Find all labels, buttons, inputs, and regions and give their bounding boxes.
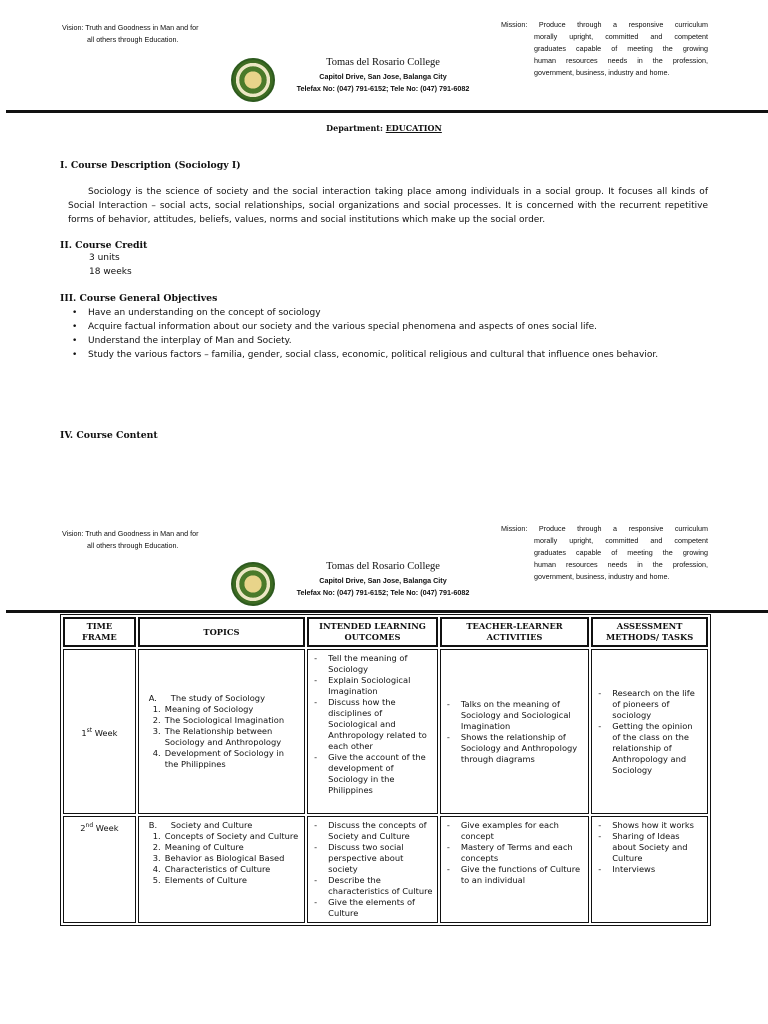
list-item: 4. Development of Sociology in the Philippines <box>152 748 284 769</box>
objective-item: • Understand the interplay of Man and Society. <box>70 334 710 348</box>
table-header-row <box>63 617 708 647</box>
list-item: - Discuss how the disciplines of Sociological and Anthropology related to each other <box>312 697 433 752</box>
college-address: Capitol Drive, San Jose, Balanga City <box>319 576 447 585</box>
list-item: - Getting the opinion of the class on the relationship of Anthropology and Sociology <box>596 721 703 776</box>
topic-list <box>149 704 300 770</box>
outcomes-cell <box>307 816 438 923</box>
list-item: 4. Characteristics of Culture <box>152 864 271 874</box>
topic-heading: B. Society and Culture <box>148 820 253 830</box>
list-item: - Give the functions of Culture to an individual <box>445 864 584 886</box>
list-item: - Interviews <box>596 864 703 875</box>
list-item: - Mastery of Terms and each concepts <box>445 842 584 864</box>
course-credit-weeks: 18 weeks <box>89 267 132 277</box>
objectives-list <box>70 306 710 362</box>
table-row <box>63 649 708 814</box>
header-time-frame: TIME FRAME <box>63 617 136 647</box>
assessment-cell <box>591 649 708 814</box>
mission-statement: Mission: Produce through a responsive curriculum morally upright, committed and competent graduates capable of meeting the growing human resources needs in the profession, government, business, industry and home. <box>501 20 708 77</box>
topics-cell <box>138 649 305 814</box>
list-item: 5. Elements of Culture <box>152 875 247 885</box>
topics-cell <box>138 816 305 923</box>
department-value: EDUCATION <box>385 123 442 133</box>
list-item: - Describe the characteristics of Culture <box>312 875 433 897</box>
list-item: - Discuss the concepts of Society and Culture <box>312 820 433 842</box>
college-seal-icon <box>231 58 275 102</box>
list-item: - Give examples for each concept <box>445 820 584 842</box>
course-credit-title: II. Course Credit <box>60 240 148 251</box>
course-credit-units: 3 units <box>89 253 120 263</box>
college-name: Tomas del Rosario College <box>326 57 440 68</box>
list-item: - Tell the meaning of Sociology <box>312 653 433 675</box>
list-item: - Discuss two social perspective about society <box>312 842 433 875</box>
department-line: Department: EDUCATION <box>326 123 442 133</box>
course-description-text: Sociology is the science of society and the social interaction taking place among individuals in a social group. It focuses all kinds of Social Interaction – social acts, social relationships, social organizations and social processes. It is concerned with the recurrent repetitive forms of behavior, attitudes, beliefs, values, norms and social institutions which make up the social order. <box>68 187 708 225</box>
table-row <box>63 816 708 923</box>
objectives-title: III. Course General Objectives <box>60 293 218 304</box>
list-item: 3. Behavior as Biological Based <box>152 853 285 863</box>
list-item: 2. Meaning of Culture <box>152 842 244 852</box>
college-address: Capitol Drive, San Jose, Balanga City <box>319 72 447 81</box>
header-topics: TOPICS <box>138 617 305 647</box>
list-item: - Explain Sociological Imagination <box>312 675 433 697</box>
course-content-title: IV. Course Content <box>60 430 158 441</box>
week-cell: 1st Week <box>63 649 136 814</box>
outcomes-cell <box>307 649 438 814</box>
list-item: 1. Meaning of Sociology <box>152 704 254 714</box>
header-activities: TEACHER-LEARNER ACTIVITIES <box>440 617 589 647</box>
activities-cell <box>440 816 589 923</box>
college-telefax: Telefax No: (047) 791-6152; Tele No: (047) 791-6082 <box>296 84 470 93</box>
activities-cell <box>440 649 589 814</box>
objective-item: • Have an understanding on the concept of sociology <box>70 306 710 320</box>
assessment-cell <box>591 816 708 923</box>
topic-list <box>149 831 300 886</box>
header-rule <box>6 610 768 613</box>
college-telefax: Telefax No: (047) 791-6152; Tele No: (047) 791-6082 <box>296 588 470 597</box>
objective-item: • Acquire factual information about our society and the various special phenomena and aspects of ones social life. <box>70 320 710 334</box>
header-learning-outcomes: INTENDED LEARNING OUTCOMES <box>307 617 438 647</box>
list-item: 1. Concepts of Society and Culture <box>152 831 299 841</box>
list-item: 3. The Relationship between Sociology and Anthropology <box>152 726 282 747</box>
list-item: 2. The Sociological Imagination <box>152 715 285 725</box>
header-rule <box>6 110 768 113</box>
vision-statement: Vision: Truth and Goodness in Man and for all others through Education. <box>62 23 199 44</box>
topic-heading: A. The study of Sociology <box>148 693 265 703</box>
vision-statement: Vision: Truth and Goodness in Man and for all others through Education. <box>62 529 199 550</box>
header-assessment: ASSESSMENT METHODS/ TASKS <box>591 617 708 647</box>
list-item: - Talks on the meaning of Sociology and Sociological Imagination <box>445 699 584 732</box>
list-item: - Shows the relationship of Sociology and Anthropology through diagrams <box>445 732 584 765</box>
list-item: - Sharing of Ideas about Society and Culture <box>596 831 703 864</box>
college-name: Tomas del Rosario College <box>326 561 440 572</box>
course-description-title: I. Course Description (Sociology I) <box>60 160 241 171</box>
list-item: - Give the account of the development of Sociology in the Philippines <box>312 752 433 796</box>
list-item: - Shows how it works <box>596 820 703 831</box>
course-content-table <box>60 614 711 926</box>
mission-statement: Mission: Produce through a responsive curriculum morally upright, committed and competent graduates capable of meeting the growing human resources needs in the profession, government, business, industry and home. <box>501 524 708 581</box>
list-item: - Research on the life of pioneers of sociology <box>596 688 703 721</box>
objective-item: • Study the various factors – familia, gender, social class, economic, political religious and cultural that influence ones behavior. <box>70 348 710 362</box>
college-seal-icon <box>231 562 275 606</box>
list-item: - Give the elements of Culture <box>312 897 433 919</box>
week-cell: 2nd Week <box>63 816 136 923</box>
